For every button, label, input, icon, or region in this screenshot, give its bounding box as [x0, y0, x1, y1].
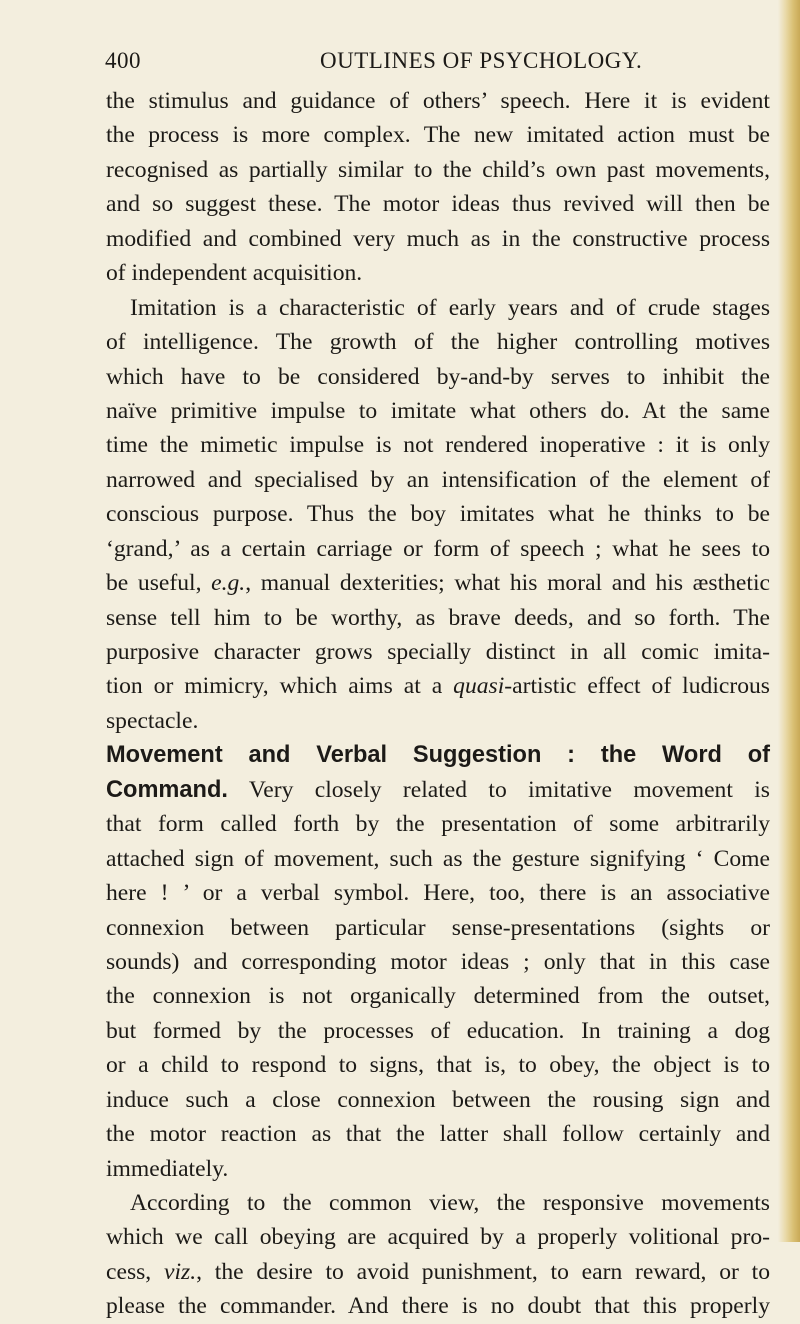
text-segment: but formed by the processes of education. In training a dog [106, 1017, 770, 1044]
text-segment: that form called forth by the presentation of some arbitrarily [106, 811, 770, 838]
text-segment: spectacle. [106, 707, 199, 734]
text-line [106, 360, 770, 394]
text-line [106, 1255, 770, 1289]
text-line [106, 669, 770, 703]
text-line [106, 807, 770, 841]
text-segment: or a child to respond to signs, that is, to obey, the object is to [106, 1052, 770, 1079]
text-segment: modified and combined very much as in the constructive process [106, 225, 770, 252]
text-segment: conscious purpose. Thus the boy imitates what he thinks to be [106, 501, 770, 528]
text-segment: connexion between particular sense-presentations (sights or [106, 914, 770, 941]
italic-text: e.g. [211, 570, 246, 597]
text-line [106, 635, 770, 669]
text-segment: -artistic effect of ludicrous [504, 673, 770, 700]
text-segment: cess, [106, 1258, 164, 1285]
text-segment: sounds) and corresponding motor ideas ; only that in this case [106, 948, 770, 975]
text-segment: immediately. [106, 1155, 229, 1182]
text-segment: tion or mimicry, which aims at a [106, 673, 454, 700]
text-segment: ‘grand,’ as a certain carriage or form of speech ; what he sees to [106, 535, 770, 562]
running-title: OUTLINES OF PSYCHOLOGY. [320, 48, 643, 73]
text-segment: Imitation is a characteristic of early years and of crude stages [130, 294, 770, 321]
text-line [106, 1048, 770, 1082]
text-line [106, 291, 770, 325]
text-line [106, 738, 770, 772]
page-edge-shading [778, 0, 800, 1242]
text-line [106, 773, 770, 807]
text-line [106, 84, 770, 118]
text-segment: the motor reaction as that the latter shall follow certainly and [106, 1121, 770, 1148]
text-line [106, 566, 770, 600]
text-line [106, 222, 770, 256]
text-line [106, 704, 770, 738]
text-line [106, 118, 770, 152]
text-line [106, 911, 770, 945]
text-line [106, 601, 770, 635]
text-segment: which have to be considered by-and-by serves to inhibit the [106, 363, 770, 390]
text-line [106, 1220, 770, 1254]
text-segment: recognised as partially similar to the child’s own past movements, [106, 156, 770, 183]
text-line [106, 256, 770, 290]
section-heading: Command. [106, 776, 228, 803]
text-line [106, 876, 770, 910]
text-segment: and so suggest these. The motor ideas thus revived will then be [106, 191, 770, 218]
text-line [106, 1117, 770, 1151]
text-line [106, 842, 770, 876]
text-line [106, 394, 770, 428]
text-segment: please the commander. And there is no doubt that this properly [106, 1293, 770, 1320]
text-segment: induce such a close connexion between the rousing sign and [106, 1086, 770, 1113]
text-segment: the process is more complex. The new imitated action must be [106, 122, 770, 149]
text-segment: of intelligence. The growth of the higher controlling motives [106, 329, 770, 356]
text-segment: , manual dexterities; what his moral and his æsthetic [245, 570, 770, 597]
text-line [106, 187, 770, 221]
text-line [106, 1152, 770, 1186]
text-segment: of independent acquisition. [106, 260, 363, 287]
text-line [106, 463, 770, 497]
body-text [106, 84, 770, 1324]
text-segment: time the mimetic impulse is not rendered inoperative : it is only [106, 432, 770, 459]
text-segment: here ! ’ or a verbal symbol. Here, too, there is an associative [106, 880, 770, 907]
text-line [106, 979, 770, 1013]
text-line [106, 532, 770, 566]
text-line [106, 325, 770, 359]
text-segment: Very closely related to imitative movement is [227, 776, 770, 803]
text-line [106, 1186, 770, 1220]
text-segment: sense tell him to be worthy, as brave deeds, and so forth. The [106, 604, 770, 631]
text-segment: which we call obeying are acquired by a properly volitional pro- [106, 1224, 770, 1251]
text-segment: attached sign of movement, such as the gesture signifying ‘ Come [106, 845, 770, 872]
text-line [106, 497, 770, 531]
text-segment: According to the common view, the responsive movements [130, 1190, 770, 1216]
text-line [106, 945, 770, 979]
text-segment: the connexion is not organically determined from the outset, [106, 983, 770, 1010]
text-segment: , the desire to avoid punishment, to earn reward, or to [196, 1258, 770, 1285]
text-segment: narrowed and specialised by an intensification of the element of [106, 466, 770, 493]
text-line [106, 1014, 770, 1048]
page-number: 400 [105, 48, 141, 73]
text-segment: the stimulus and guidance of others’ speech. Here it is evident [106, 88, 770, 114]
text-line [106, 1083, 770, 1117]
text-line [106, 428, 770, 462]
italic-text: quasi [453, 673, 505, 700]
text-line [106, 1289, 770, 1323]
section-heading: Movement and Verbal Suggestion : the Word of [106, 742, 770, 769]
text-line [106, 153, 770, 187]
italic-text: viz. [163, 1258, 197, 1285]
text-segment: naïve primitive impulse to imitate what others do. At the same [106, 397, 770, 424]
text-segment: purposive character grows specially distinct in all comic imita- [106, 639, 770, 665]
text-segment: be useful, [106, 570, 212, 597]
